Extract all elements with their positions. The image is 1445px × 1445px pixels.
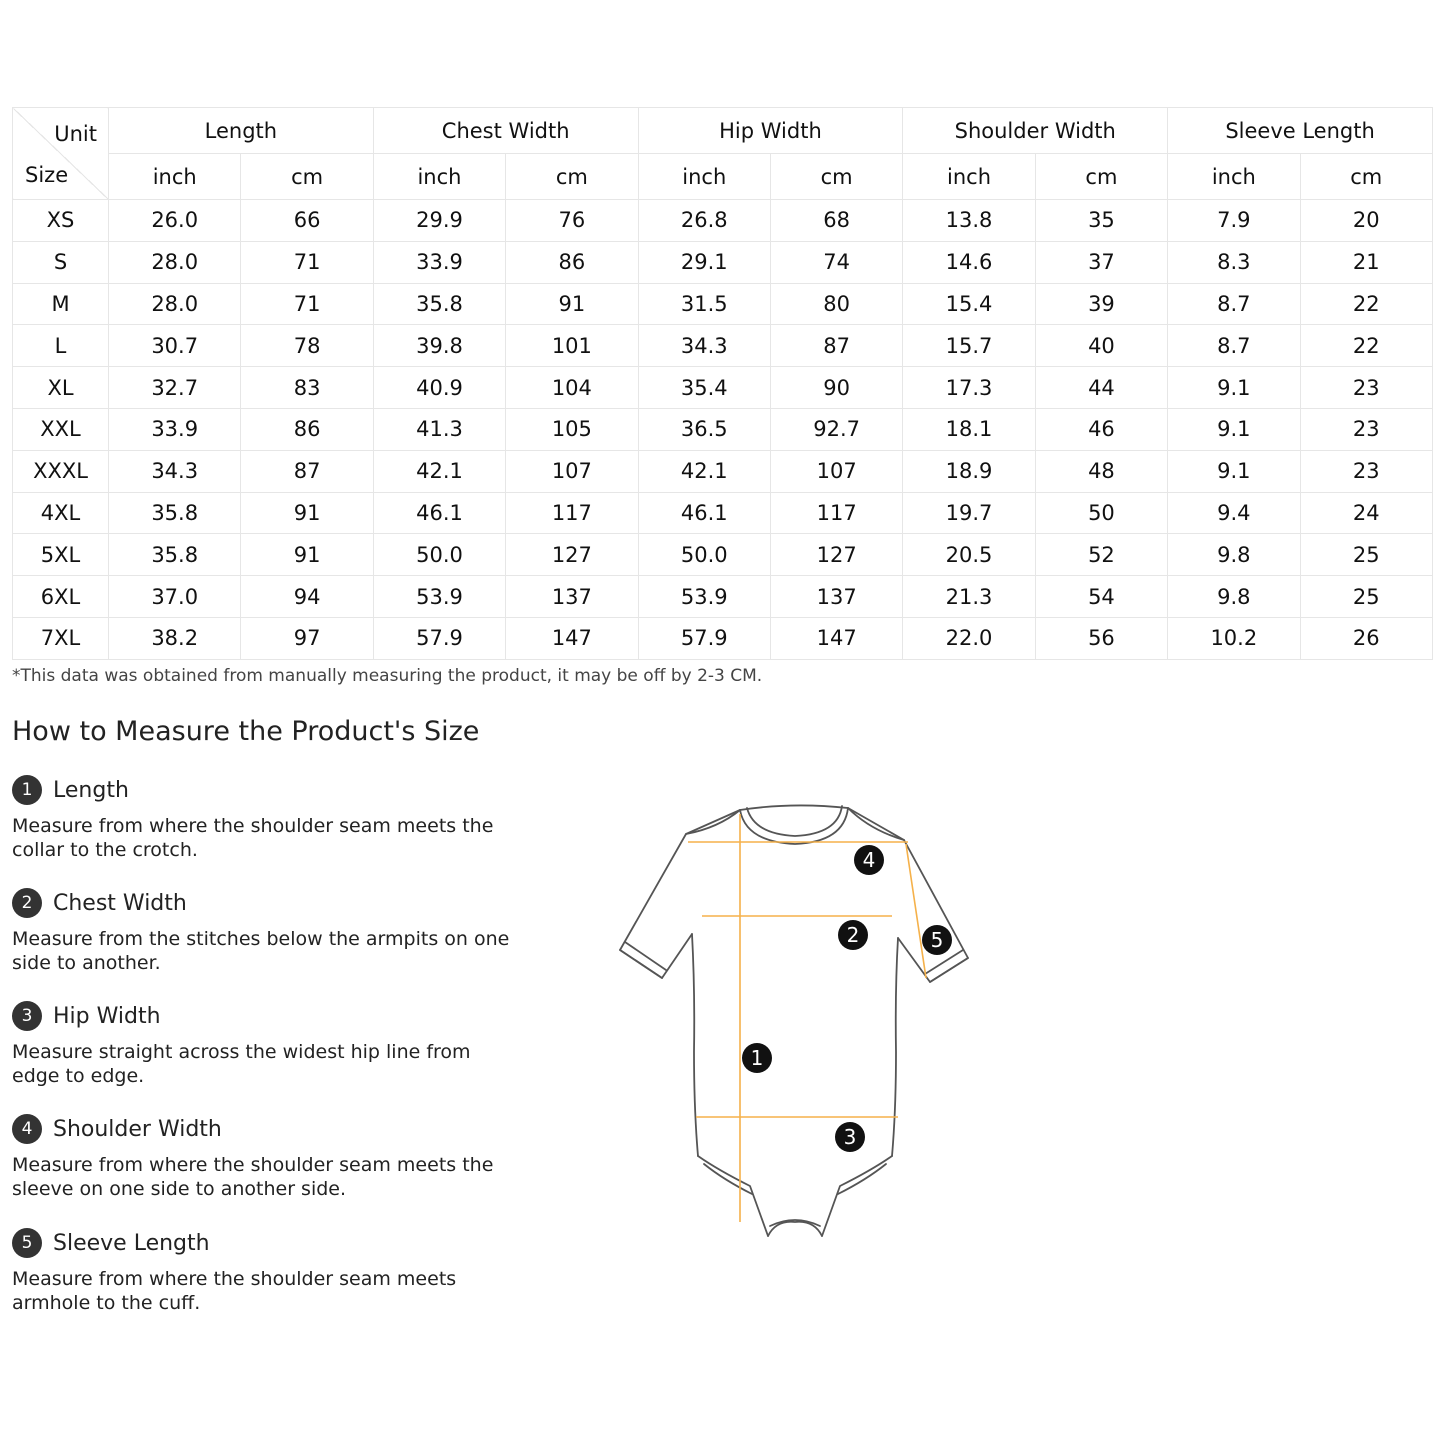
value-cell: 17.3 [903,367,1035,409]
step-number-badge: 5 [12,1228,42,1258]
step-shoulder-width [12,1113,522,1201]
guide-title: How to Measure the Product's Size [12,716,480,747]
marker-3 [835,1122,865,1152]
step-label: Shoulder Width [53,1116,222,1142]
value-cell: 42.1 [373,450,505,492]
value-cell: 31.5 [638,283,770,325]
value-cell: 91 [241,534,373,576]
size-cell: S [13,241,109,283]
size-corner-label: Size [25,163,69,187]
value-cell: 50.0 [638,534,770,576]
unit-header-cm: cm [241,154,373,200]
value-cell: 8.7 [1168,325,1300,367]
value-cell: 105 [506,408,638,450]
table-corner-cell [13,108,109,200]
value-cell: 57.9 [373,617,505,659]
value-cell: 13.8 [903,200,1035,242]
step-chest-width [12,887,522,975]
size-cell: M [13,283,109,325]
value-cell: 23 [1300,367,1432,409]
measurement-diagram [600,790,990,1260]
step-sleeve-length [12,1227,522,1315]
value-cell: 94 [241,576,373,618]
value-cell: 71 [241,283,373,325]
column-group-chest-width: Chest Width [373,108,638,154]
value-cell: 29.1 [638,241,770,283]
size-cell: 7XL [13,617,109,659]
value-cell: 34.3 [638,325,770,367]
table-row [13,367,1433,409]
value-cell: 83 [241,367,373,409]
size-cell: XS [13,200,109,242]
value-cell: 87 [770,325,902,367]
table-row [13,325,1433,367]
table-row [13,283,1433,325]
value-cell: 35 [1035,200,1167,242]
step-label: Hip Width [53,1003,161,1029]
value-cell: 18.1 [903,408,1035,450]
value-cell: 50.0 [373,534,505,576]
step-label: Length [53,777,129,803]
value-cell: 15.7 [903,325,1035,367]
step-description: Measure straight across the widest hip line from edge to edge. [12,1041,471,1087]
value-cell: 26.8 [638,200,770,242]
table-row [13,617,1433,659]
step-number-badge: 1 [12,775,42,805]
value-cell: 46.1 [638,492,770,534]
value-cell: 8.7 [1168,283,1300,325]
size-table-body [13,200,1433,660]
value-cell: 57.9 [638,617,770,659]
step-label: Sleeve Length [53,1230,210,1256]
value-cell: 38.2 [109,617,241,659]
value-cell: 26.0 [109,200,241,242]
size-cell: XXL [13,408,109,450]
value-cell: 41.3 [373,408,505,450]
value-cell: 25 [1300,534,1432,576]
value-cell: 22.0 [903,617,1035,659]
value-cell: 127 [506,534,638,576]
value-cell: 34.3 [109,450,241,492]
value-cell: 46.1 [373,492,505,534]
value-cell: 19.7 [903,492,1035,534]
step-description: Measure from the stitches below the armpits on one side to another. [12,928,510,974]
value-cell: 137 [770,576,902,618]
value-cell: 48 [1035,450,1167,492]
value-cell: 23 [1300,408,1432,450]
value-cell: 104 [506,367,638,409]
value-cell: 10.2 [1168,617,1300,659]
unit-header-inch: inch [109,154,241,200]
value-cell: 87 [241,450,373,492]
value-cell: 50 [1035,492,1167,534]
size-cell: XXXL [13,450,109,492]
value-cell: 40 [1035,325,1167,367]
value-cell: 78 [241,325,373,367]
value-cell: 39 [1035,283,1167,325]
step-description: Measure from where the shoulder seam meets armhole to the cuff. [12,1268,457,1314]
table-group-header-row [13,108,1433,154]
value-cell: 35.8 [109,534,241,576]
value-cell: 86 [241,408,373,450]
value-cell: 33.9 [373,241,505,283]
step-description: Measure from where the shoulder seam meets the sleeve on one side to another side. [12,1154,494,1200]
value-cell: 28.0 [109,241,241,283]
value-cell: 9.1 [1168,408,1300,450]
value-cell: 137 [506,576,638,618]
step-length [12,774,522,862]
size-cell: 4XL [13,492,109,534]
value-cell: 20 [1300,200,1432,242]
step-number-badge: 4 [12,1114,42,1144]
value-cell: 40.9 [373,367,505,409]
table-row [13,200,1433,242]
unit-header-inch: inch [903,154,1035,200]
value-cell: 42.1 [638,450,770,492]
value-cell: 9.1 [1168,367,1300,409]
value-cell: 25 [1300,576,1432,618]
value-cell: 29.9 [373,200,505,242]
value-cell: 39.8 [373,325,505,367]
marker-5 [922,925,952,955]
value-cell: 66 [241,200,373,242]
value-cell: 15.4 [903,283,1035,325]
size-cell: 6XL [13,576,109,618]
step-hip-width [12,1000,522,1088]
value-cell: 91 [241,492,373,534]
value-cell: 76 [506,200,638,242]
value-cell: 53.9 [373,576,505,618]
value-cell: 33.9 [109,408,241,450]
unit-header-cm: cm [1300,154,1432,200]
marker-4-label: 4 [862,848,876,872]
marker-4 [854,845,884,875]
value-cell: 71 [241,241,373,283]
marker-1-label: 1 [750,1046,764,1070]
unit-header-cm: cm [770,154,902,200]
marker-5-label: 5 [930,928,944,952]
table-row [13,450,1433,492]
value-cell: 30.7 [109,325,241,367]
value-cell: 54 [1035,576,1167,618]
step-number-badge: 2 [12,888,42,918]
value-cell: 37 [1035,241,1167,283]
table-row [13,492,1433,534]
value-cell: 23 [1300,450,1432,492]
value-cell: 22 [1300,325,1432,367]
marker-3-label: 3 [843,1125,857,1149]
value-cell: 46 [1035,408,1167,450]
value-cell: 8.3 [1168,241,1300,283]
value-cell: 107 [770,450,902,492]
value-cell: 107 [506,450,638,492]
value-cell: 28.0 [109,283,241,325]
table-unit-header-row [13,154,1433,200]
value-cell: 52 [1035,534,1167,576]
table-row [13,241,1433,283]
unit-header-cm: cm [506,154,638,200]
value-cell: 7.9 [1168,200,1300,242]
column-group-shoulder-width: Shoulder Width [903,108,1168,154]
value-cell: 35.8 [373,283,505,325]
value-cell: 9.8 [1168,534,1300,576]
value-cell: 9.1 [1168,450,1300,492]
table-row [13,576,1433,618]
value-cell: 24 [1300,492,1432,534]
value-cell: 127 [770,534,902,576]
column-group-hip-width: Hip Width [638,108,903,154]
unit-header-inch: inch [638,154,770,200]
measurement-footnote: *This data was obtained from manually measuring the product, it may be off by 2-3 CM. [12,666,763,686]
unit-header-inch: inch [373,154,505,200]
value-cell: 56 [1035,617,1167,659]
unit-header-cm: cm [1035,154,1167,200]
step-number-badge: 3 [12,1001,42,1031]
marker-2-label: 2 [846,923,860,947]
value-cell: 37.0 [109,576,241,618]
step-description: Measure from where the shoulder seam meets the collar to the crotch. [12,815,494,861]
value-cell: 147 [770,617,902,659]
unit-header-inch: inch [1168,154,1300,200]
value-cell: 21 [1300,241,1432,283]
table-row [13,408,1433,450]
size-chart-table [12,107,1433,660]
value-cell: 21.3 [903,576,1035,618]
value-cell: 68 [770,200,902,242]
marker-2 [838,920,868,950]
step-label: Chest Width [53,890,187,916]
value-cell: 20.5 [903,534,1035,576]
value-cell: 90 [770,367,902,409]
column-group-length: Length [109,108,374,154]
value-cell: 22 [1300,283,1432,325]
size-cell: 5XL [13,534,109,576]
size-cell: XL [13,367,109,409]
value-cell: 91 [506,283,638,325]
value-cell: 44 [1035,367,1167,409]
value-cell: 92.7 [770,408,902,450]
value-cell: 117 [506,492,638,534]
value-cell: 74 [770,241,902,283]
value-cell: 9.4 [1168,492,1300,534]
unit-corner-label: Unit [54,122,97,146]
value-cell: 101 [506,325,638,367]
value-cell: 53.9 [638,576,770,618]
value-cell: 9.8 [1168,576,1300,618]
value-cell: 86 [506,241,638,283]
value-cell: 97 [241,617,373,659]
value-cell: 14.6 [903,241,1035,283]
value-cell: 35.8 [109,492,241,534]
value-cell: 32.7 [109,367,241,409]
column-group-sleeve-length: Sleeve Length [1168,108,1433,154]
value-cell: 26 [1300,617,1432,659]
value-cell: 117 [770,492,902,534]
value-cell: 36.5 [638,408,770,450]
marker-1 [742,1043,772,1073]
value-cell: 35.4 [638,367,770,409]
value-cell: 147 [506,617,638,659]
value-cell: 18.9 [903,450,1035,492]
value-cell: 80 [770,283,902,325]
size-cell: L [13,325,109,367]
table-row [13,534,1433,576]
baby-bodysuit-outline-icon [600,790,990,1260]
